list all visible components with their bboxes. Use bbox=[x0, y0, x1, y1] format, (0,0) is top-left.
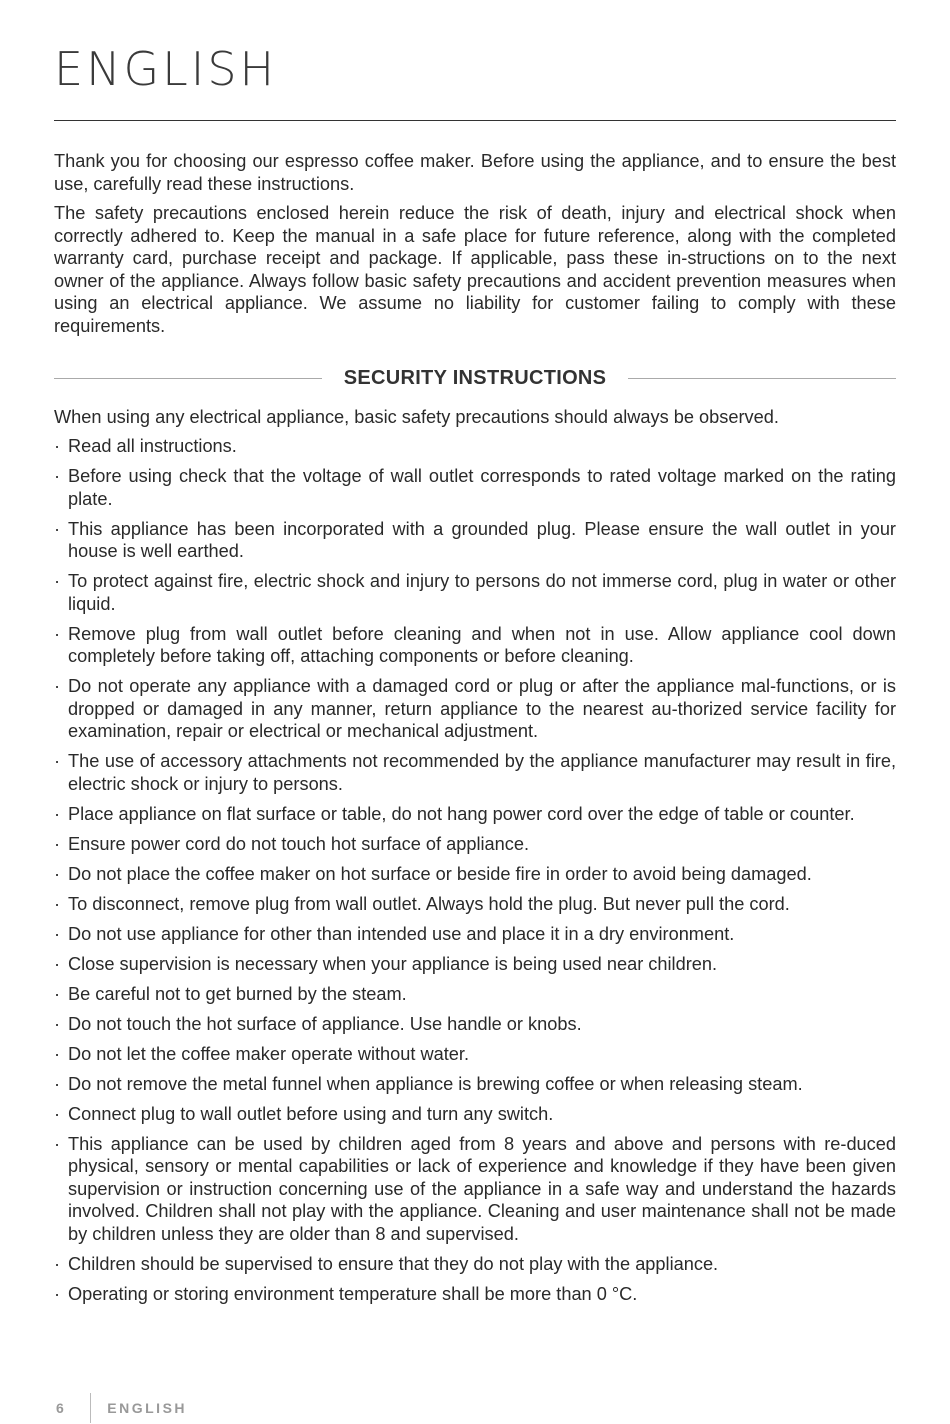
bullet-icon: · bbox=[54, 623, 61, 644]
heading-rule-left bbox=[54, 378, 322, 379]
list-item bbox=[54, 1283, 896, 1306]
bullet-icon: · bbox=[54, 1253, 61, 1274]
list-item-text: Do not use appliance for other than intended use and place it in a dry environment. bbox=[68, 923, 735, 944]
list-item bbox=[54, 923, 896, 946]
list-item-text: This appliance can be used by children aged from 8 years and above and persons with re-duced physical, sensory or mental capabilities or lack of experience and knowledge if they have been given supervision or instruction concerning use of the appliance in a safe way and understand the hazards involved. Children shall not play with the appliance. Cleaning and user maintenance shall not be made by children unless they are older than 8 and supervised. bbox=[68, 1133, 896, 1244]
list-item bbox=[54, 893, 896, 916]
bullet-icon: · bbox=[54, 1133, 61, 1154]
bullet-icon: · bbox=[54, 466, 61, 486]
footer-divider bbox=[90, 1393, 91, 1423]
bullet-icon: · bbox=[54, 923, 61, 944]
intro-section bbox=[54, 150, 896, 337]
list-item-text: Do not operate any appliance with a damaged cord or plug or after the appliance mal-functions, or is dropped or damaged in any manner, return appliance to the nearest au-thorized service facility for examination, repair or electrical or mechanical adjustment. bbox=[68, 676, 896, 741]
list-item bbox=[54, 623, 896, 668]
intro-paragraph: The safety precautions enclosed herein reduce the risk of death, injury and electrical shock when correctly adhered to. Keep the manual in a safe place for future reference, along with the completed warranty card, purchase receipt and package. If applicable, pass these in-structions on to the next owner of the appliance. Always follow basic safety precautions and accident prevention measures when using an electrical appliance. We assume no liability for customer failing to comply with these requirements. bbox=[54, 203, 896, 336]
bullet-icon: · bbox=[54, 953, 61, 974]
list-item-text: Connect plug to wall outlet before using and turn any switch. bbox=[68, 1103, 554, 1124]
list-item bbox=[54, 675, 896, 743]
list-item bbox=[54, 983, 896, 1006]
list-item bbox=[54, 750, 896, 795]
list-item-text: Do not remove the metal funnel when appliance is brewing coffee or when releasing steam. bbox=[68, 1073, 803, 1094]
list-item bbox=[54, 1133, 896, 1246]
list-item bbox=[54, 518, 896, 563]
bullet-icon: · bbox=[54, 1043, 61, 1064]
list-item-text: Do not touch the hot surface of appliance. Use handle or knobs. bbox=[68, 1013, 582, 1034]
list-item bbox=[54, 1013, 896, 1036]
list-item-text: Close supervision is necessary when your appliance is being used near children. bbox=[68, 953, 718, 974]
bullet-icon: · bbox=[54, 1073, 61, 1094]
list-item bbox=[54, 435, 896, 458]
document-body bbox=[54, 150, 896, 1313]
list-item-text: Do not place the coffee maker on hot surface or beside fire in order to avoid being damaged. bbox=[68, 863, 812, 884]
heading-rule-right bbox=[628, 378, 896, 379]
list-item-text: Operating or storing environment temperature shall be more than 0 °C. bbox=[68, 1283, 638, 1304]
footer-label: ENGLISH bbox=[107, 1400, 188, 1416]
section-heading-text: SECURITY INSTRUCTIONS bbox=[343, 367, 607, 389]
list-item-text: Place appliance on flat surface or table, do not hang power cord over the edge of table or counter. bbox=[68, 803, 855, 824]
page-footer bbox=[56, 1393, 187, 1423]
bullet-icon: · bbox=[54, 863, 61, 884]
page-number: 6 bbox=[56, 1400, 67, 1416]
list-item-text: Remove plug from wall outlet before cleaning and when not in use. Allow appliance cool down completely before taking off, attaching components or before cleaning. bbox=[68, 623, 896, 666]
bullet-icon: · bbox=[54, 571, 61, 591]
list-item bbox=[54, 1043, 896, 1066]
bullet-icon: · bbox=[54, 893, 61, 914]
bullet-icon: · bbox=[54, 676, 61, 696]
list-item-text: To disconnect, remove plug from wall outlet. Always hold the plug. But never pull the cord. bbox=[68, 893, 790, 914]
bullet-icon: · bbox=[54, 803, 61, 824]
list-item-text: Ensure power cord do not touch hot surface of appliance. bbox=[68, 833, 530, 854]
list-item bbox=[54, 570, 896, 615]
list-item bbox=[54, 1253, 896, 1276]
list-item bbox=[54, 1103, 896, 1126]
bullet-icon: · bbox=[54, 1103, 61, 1124]
bullet-icon: · bbox=[54, 751, 61, 771]
bullet-icon: · bbox=[54, 436, 61, 456]
section-lead: When using any electrical appliance, basic safety precautions should always be observed. bbox=[54, 406, 779, 427]
bullet-icon: · bbox=[54, 1013, 61, 1034]
list-item-text: Before using check that the voltage of wall outlet corresponds to rated voltage marked on the rating plate. bbox=[68, 466, 896, 509]
list-item bbox=[54, 863, 896, 886]
bullet-icon: · bbox=[54, 1283, 61, 1304]
title-divider bbox=[54, 120, 896, 121]
intro-paragraph: Thank you for choosing our espresso coffee maker. Before using the appliance, and to ensure the best use, carefully read these instructions. bbox=[54, 151, 896, 194]
list-item-text: Do not let the coffee maker operate without water. bbox=[68, 1043, 470, 1064]
list-item bbox=[54, 833, 896, 856]
list-item bbox=[54, 1073, 896, 1096]
bullet-icon: · bbox=[54, 518, 61, 539]
list-item-text: The use of accessory attachments not recommended by the appliance manufacturer may result in fire, electric shock or injury to persons. bbox=[68, 751, 896, 794]
instruction-list bbox=[54, 435, 896, 1305]
section-heading bbox=[54, 367, 896, 390]
list-item bbox=[54, 953, 896, 976]
bullet-icon: · bbox=[54, 983, 61, 1004]
list-item-text: Children should be supervised to ensure that they do not play with the appliance. bbox=[68, 1253, 719, 1274]
bullet-icon: · bbox=[54, 833, 61, 854]
list-item-text: To protect against fire, electric shock and injury to persons do not immerse cord, plug in water or other liquid. bbox=[68, 571, 896, 614]
list-item bbox=[54, 465, 896, 510]
list-item bbox=[54, 803, 896, 826]
list-item-text: This appliance has been incorporated with a grounded plug. Please ensure the wall outlet in your house is well earthed. bbox=[68, 518, 896, 561]
page-title: ENGLISH bbox=[54, 42, 278, 96]
list-item-text: Read all instructions. bbox=[68, 436, 237, 456]
list-item-text: Be careful not to get burned by the steam. bbox=[68, 983, 407, 1004]
